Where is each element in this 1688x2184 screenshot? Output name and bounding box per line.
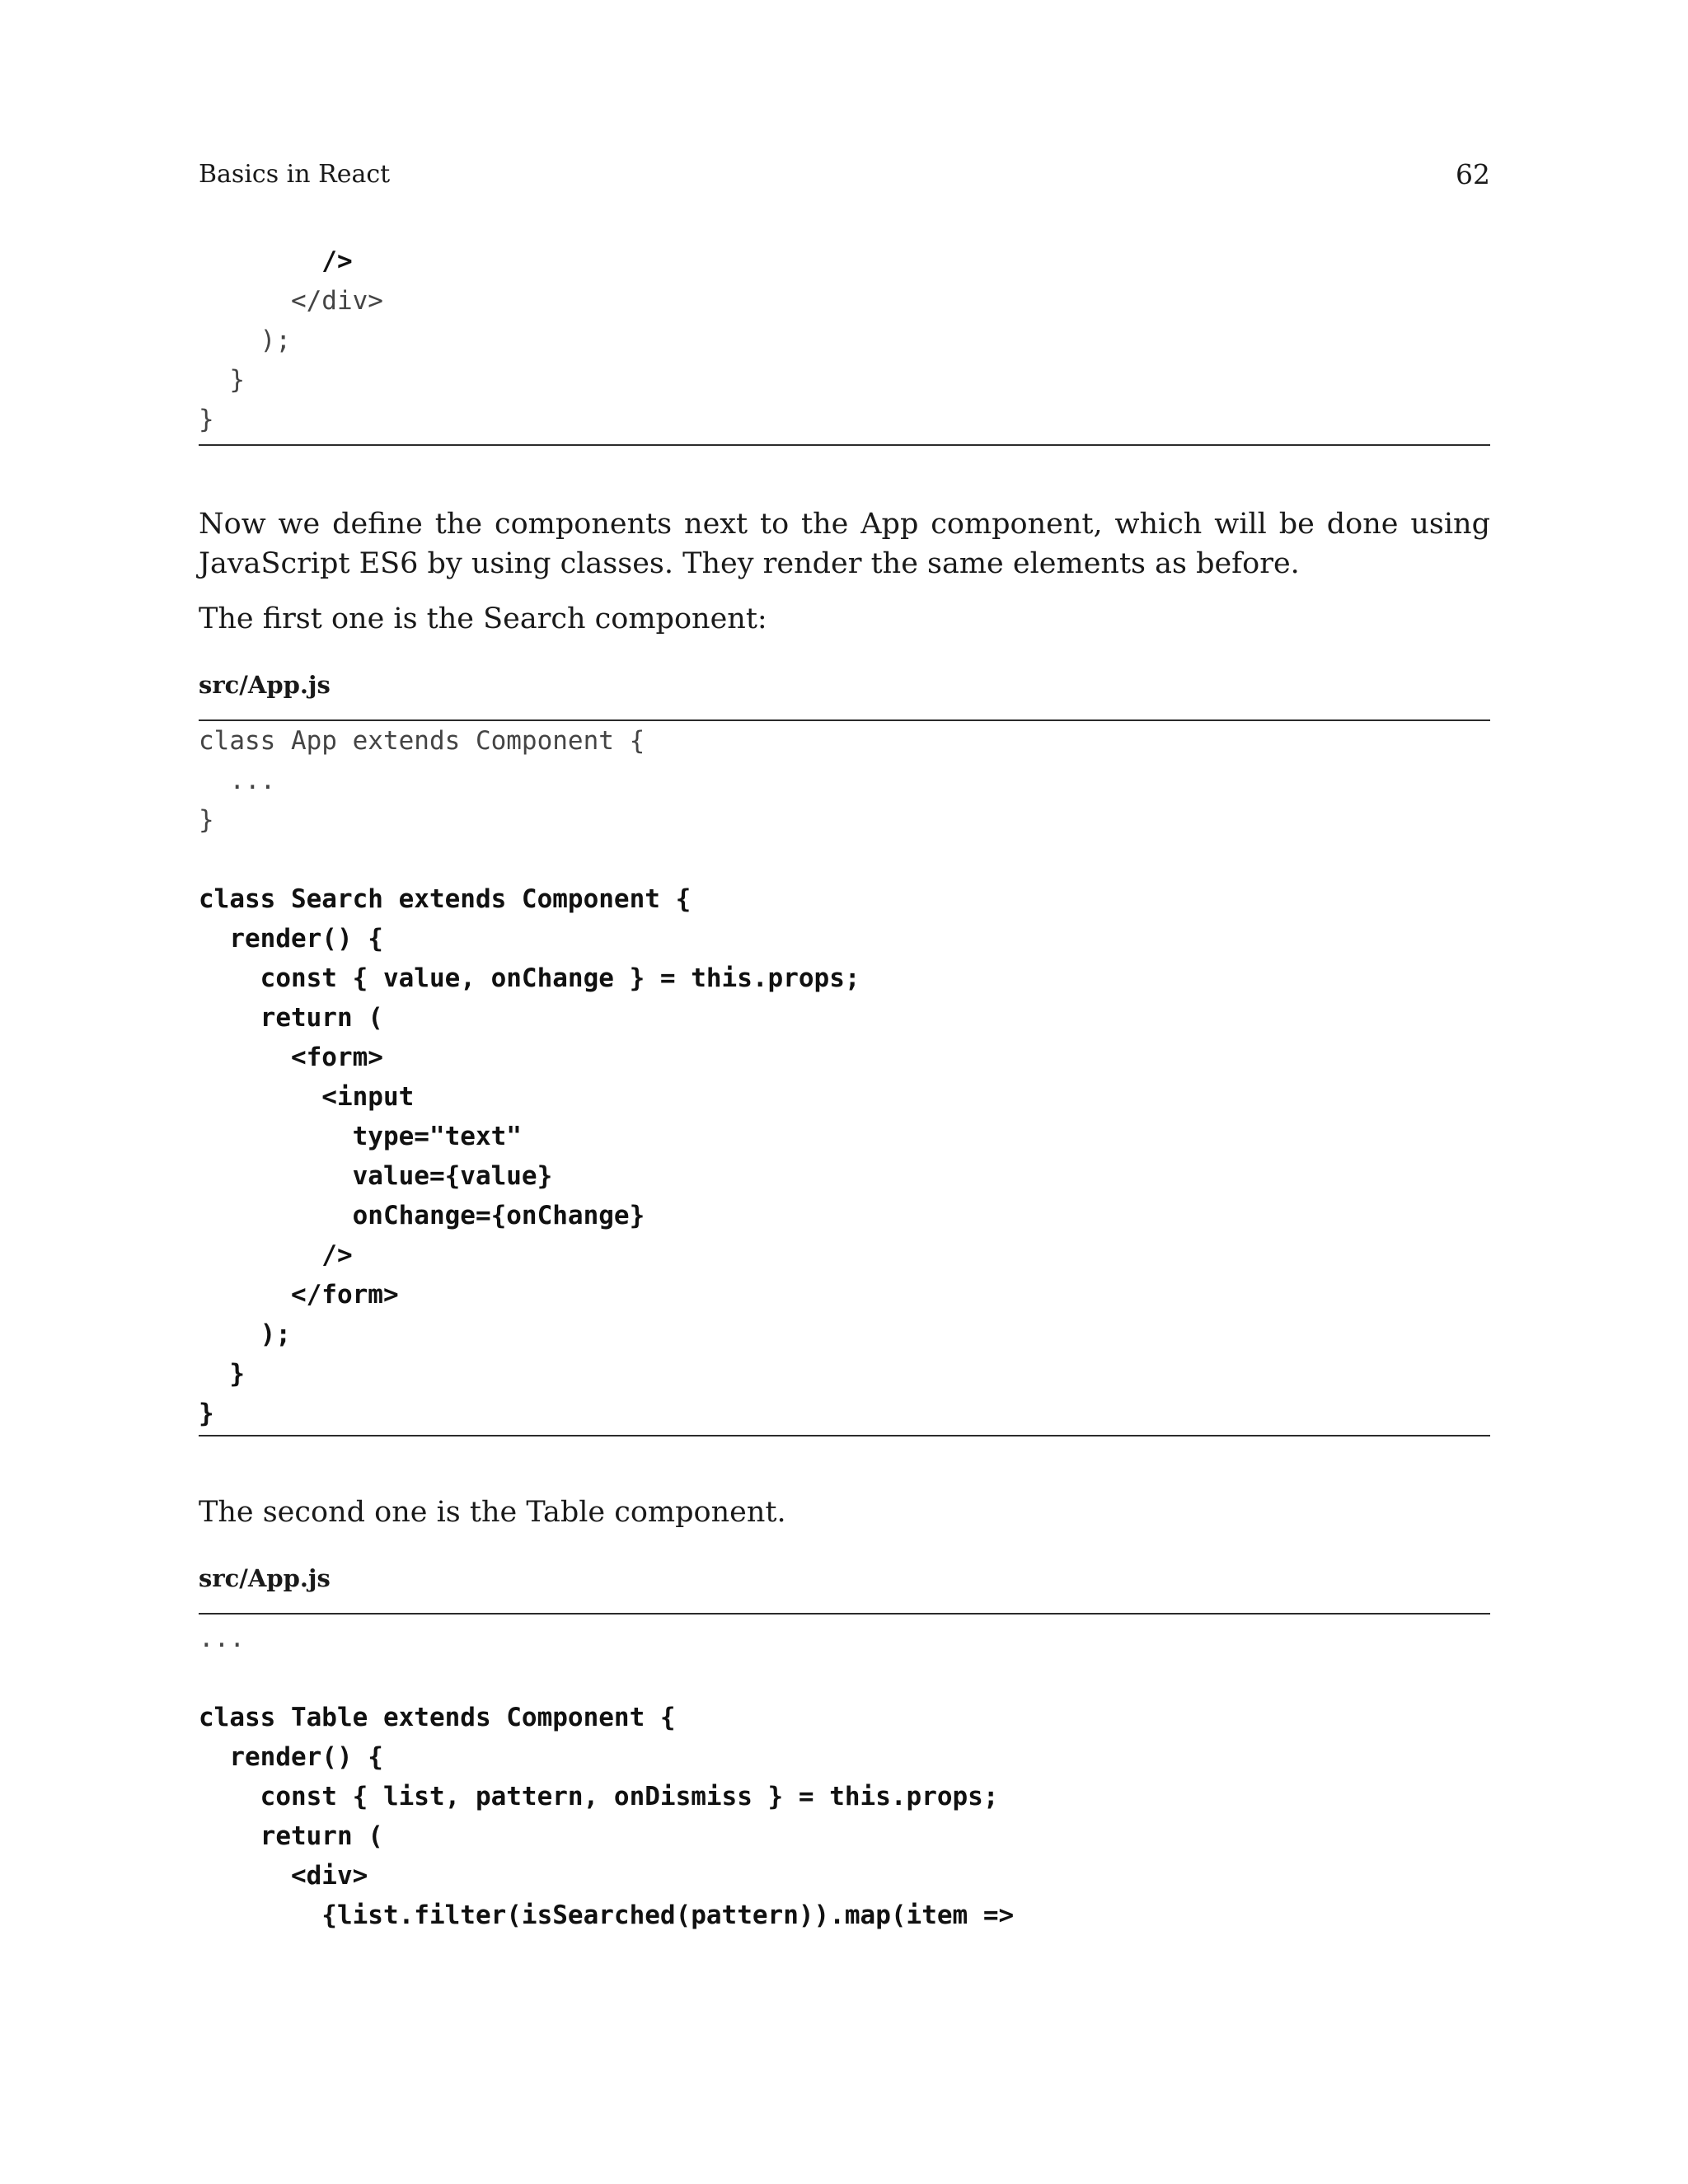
code-line: const { value, onChange } = this.props; [199, 963, 860, 993]
code-line: </div> [199, 286, 383, 316]
code-line: type="text" [199, 1122, 522, 1151]
code-line: } [199, 1399, 214, 1428]
code-line: /> [199, 1240, 353, 1270]
page-number: 62 [1456, 158, 1490, 190]
code-line: return ( [199, 1821, 383, 1851]
code-line: <form> [199, 1043, 383, 1072]
code-line: } [199, 405, 214, 434]
paragraph-components-intro: Now we define the components next to the App component, which will be done using JavaScript ES6 by using classes. They render the same elements as before. [199, 508, 1490, 580]
running-title: Basics in React [199, 160, 391, 189]
code-line [199, 840, 860, 879]
code-line: value={value} [199, 1161, 553, 1191]
code-line: /> [199, 246, 353, 276]
code-line: </form> [199, 1280, 399, 1310]
code-block-end-of-app [199, 241, 383, 439]
code-line: onChange={onChange} [199, 1201, 645, 1230]
code-block-bottom-rule [199, 444, 1490, 446]
code-block-table-component [199, 1619, 1014, 1935]
code-line: render() { [199, 1742, 383, 1772]
code-block-top-rule [199, 1613, 1490, 1615]
code-line: <div> [199, 1861, 368, 1891]
code-block-search-component [199, 721, 860, 1433]
code-line: class Table extends Component { [199, 1703, 676, 1732]
code-caption-table: src/App.js [199, 1564, 331, 1592]
paragraph-search-intro: The first one is the Search component: [199, 602, 767, 635]
code-line: } [199, 805, 214, 835]
code-line: ); [199, 326, 291, 355]
running-header [199, 157, 1490, 193]
code-line: const { list, pattern, onDismiss } = this.props; [199, 1782, 999, 1811]
code-line: class App extends Component { [199, 726, 645, 756]
code-block-bottom-rule [199, 1435, 1490, 1436]
code-line: } [199, 1359, 245, 1389]
paragraph-table-intro: The second one is the Table component. [199, 1496, 786, 1529]
code-line: ... [199, 766, 276, 795]
code-line: render() { [199, 924, 383, 954]
code-line: ... [199, 1624, 245, 1653]
code-line: class Search extends Component { [199, 884, 692, 914]
code-line [199, 1658, 1014, 1698]
code-line: {list.filter(isSearched(pattern)).map(item => [199, 1900, 1015, 1930]
code-caption-search: src/App.js [199, 671, 331, 699]
code-line: } [199, 365, 245, 395]
code-line: return ( [199, 1003, 383, 1033]
code-line: ); [199, 1319, 291, 1349]
code-line: <input [199, 1082, 415, 1112]
